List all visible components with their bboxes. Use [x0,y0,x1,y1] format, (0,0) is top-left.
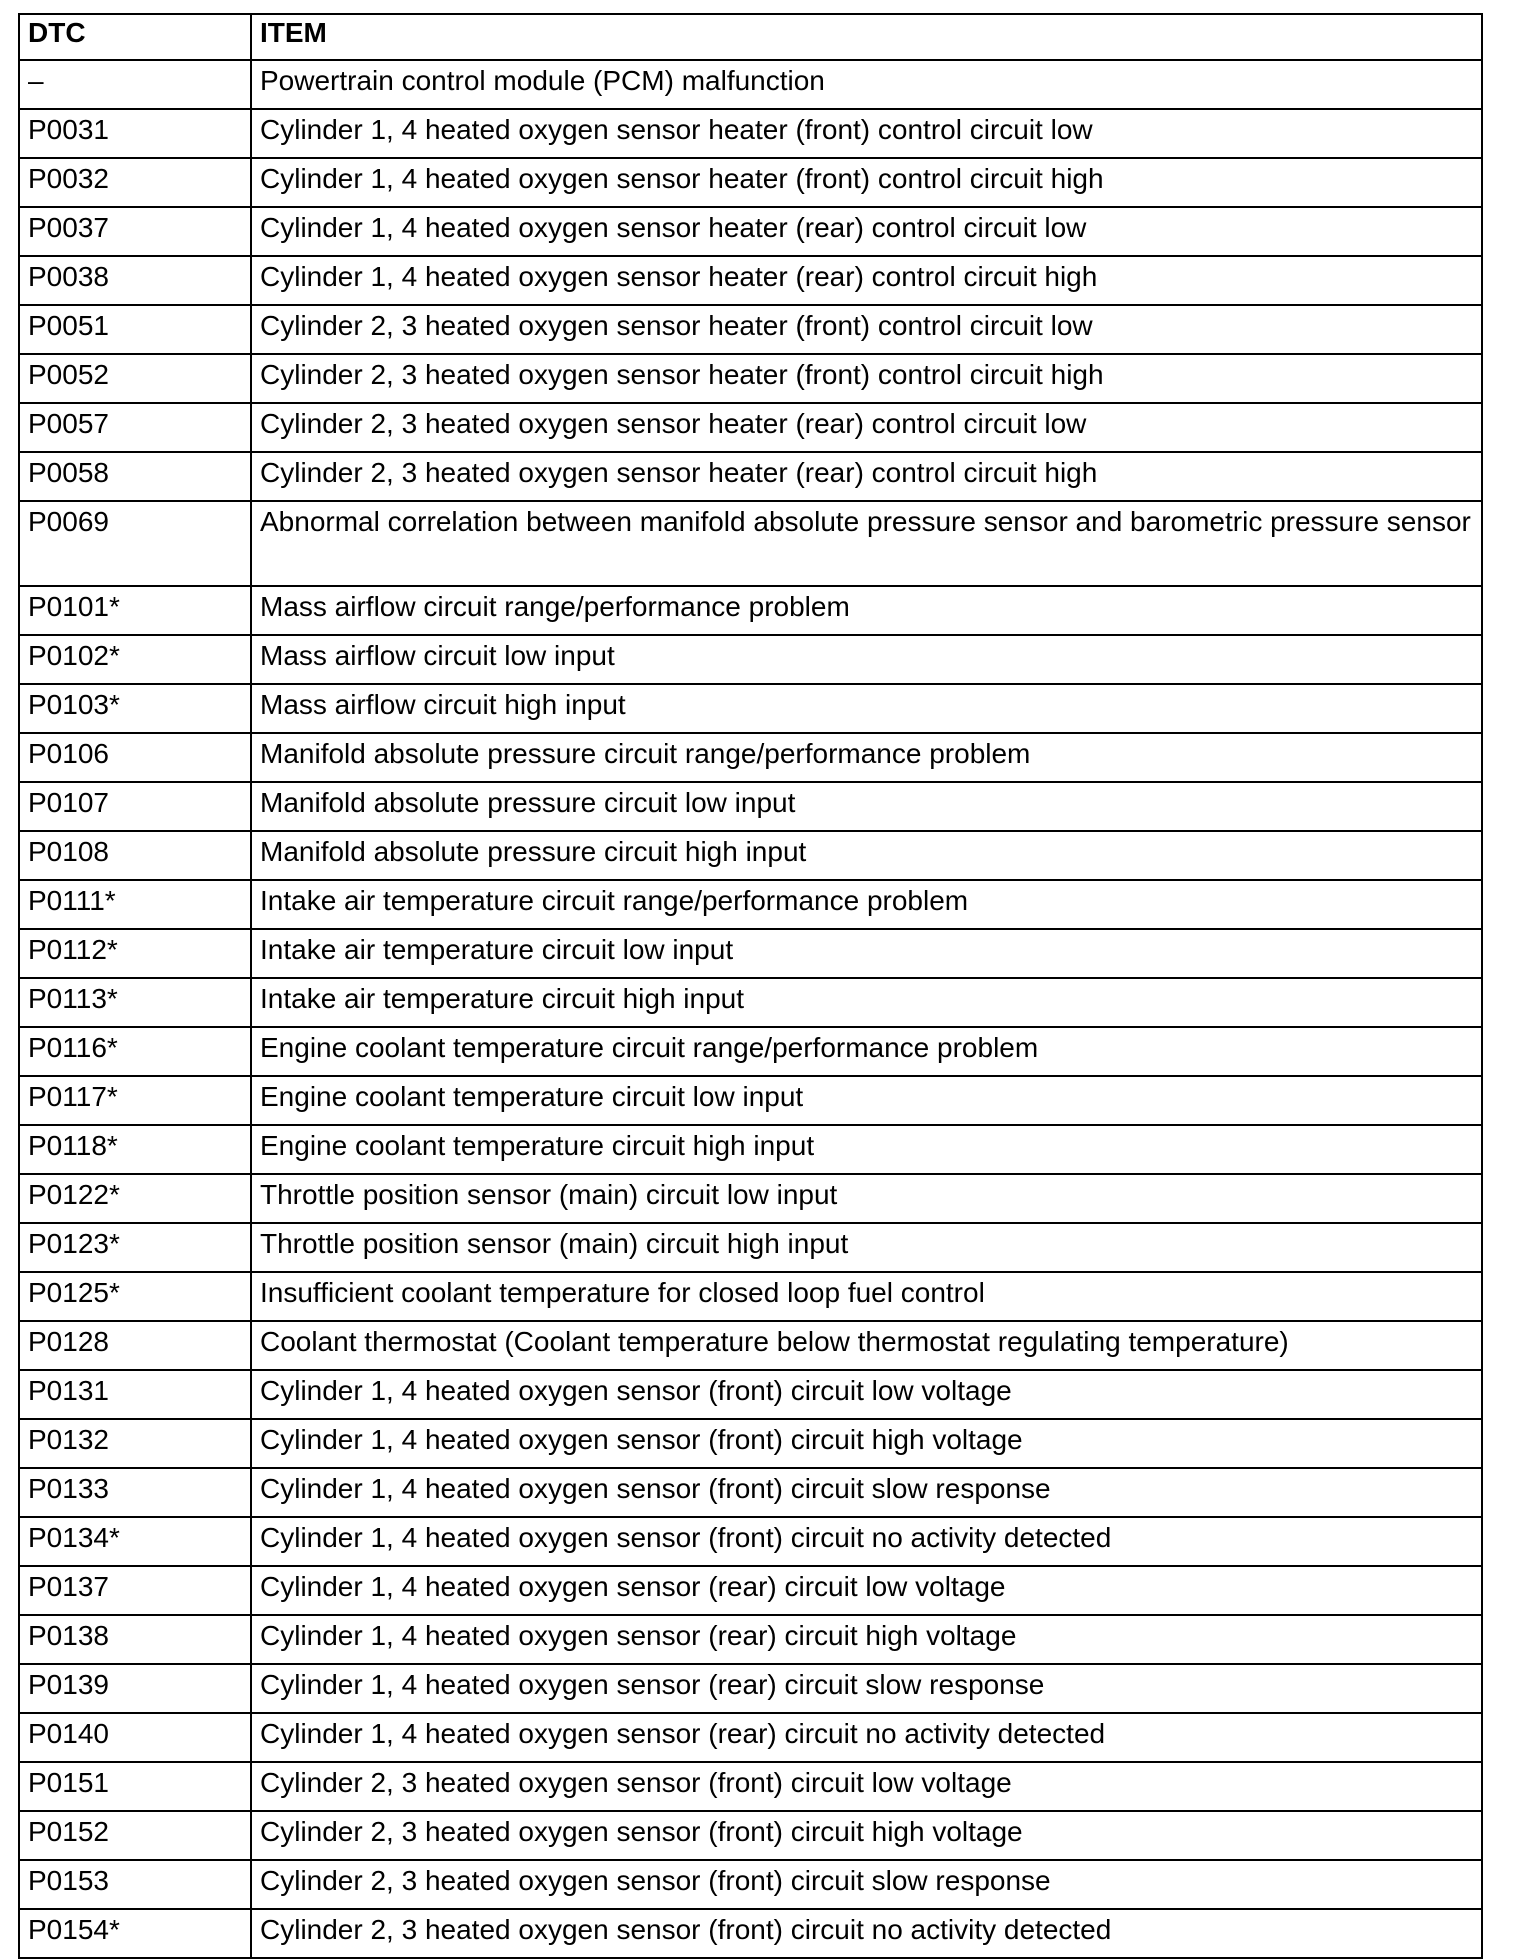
table-row [19,1517,1482,1566]
table-row [19,354,1482,403]
dtc-code: P0103* [19,684,251,733]
dtc-code: P0108 [19,831,251,880]
dtc-description: Cylinder 2, 3 heated oxygen sensor heater (front) control circuit low [251,305,1482,354]
dtc-code: P0123* [19,1223,251,1272]
dtc-code: P0125* [19,1272,251,1321]
dtc-description: Intake air temperature circuit range/performance problem [251,880,1482,929]
dtc-description: Engine coolant temperature circuit low input [251,1076,1482,1125]
table-body [19,60,1482,1958]
dtc-description: Cylinder 2, 3 heated oxygen sensor heater (front) control circuit high [251,354,1482,403]
table-row [19,1223,1482,1272]
dtc-description: Cylinder 1, 4 heated oxygen sensor heater (rear) control circuit low [251,207,1482,256]
dtc-code: P0038 [19,256,251,305]
table-row [19,1027,1482,1076]
dtc-description: Engine coolant temperature circuit range/performance problem [251,1027,1482,1076]
table-row [19,158,1482,207]
table-row [19,586,1482,635]
dtc-description: Cylinder 2, 3 heated oxygen sensor (front) circuit high voltage [251,1811,1482,1860]
table-row [19,733,1482,782]
dtc-description: Mass airflow circuit range/performance problem [251,586,1482,635]
table-row [19,1860,1482,1909]
dtc-description: Abnormal correlation between manifold absolute pressure sensor and barometric pressure sensor [251,501,1482,586]
dtc-code: P0138 [19,1615,251,1664]
dtc-description: Cylinder 1, 4 heated oxygen sensor heater (rear) control circuit high [251,256,1482,305]
table-row [19,452,1482,501]
table-row [19,60,1482,109]
dtc-code: P0057 [19,403,251,452]
dtc-code: P0031 [19,109,251,158]
table-row [19,880,1482,929]
dtc-description: Coolant thermostat (Coolant temperature below thermostat regulating temperature) [251,1321,1482,1370]
table-row [19,1272,1482,1321]
dtc-code: P0112* [19,929,251,978]
table-row [19,1076,1482,1125]
dtc-description: Powertrain control module (PCM) malfunction [251,60,1482,109]
table-row [19,501,1482,586]
dtc-code: P0051 [19,305,251,354]
dtc-code: P0122* [19,1174,251,1223]
dtc-description: Cylinder 1, 4 heated oxygen sensor (rear) circuit no activity detected [251,1713,1482,1762]
table-row [19,1762,1482,1811]
table-row [19,1566,1482,1615]
table-row [19,929,1482,978]
table-row [19,1909,1482,1958]
table-row [19,831,1482,880]
dtc-code: P0117* [19,1076,251,1125]
table-row [19,305,1482,354]
dtc-code: P0106 [19,733,251,782]
dtc-description: Intake air temperature circuit low input [251,929,1482,978]
dtc-description: Cylinder 1, 4 heated oxygen sensor (front) circuit low voltage [251,1370,1482,1419]
dtc-code: P0118* [19,1125,251,1174]
dtc-code: P0069 [19,501,251,586]
dtc-code: P0137 [19,1566,251,1615]
dtc-description: Mass airflow circuit low input [251,635,1482,684]
table-row [19,1321,1482,1370]
table-row [19,684,1482,733]
dtc-code: P0107 [19,782,251,831]
dtc-code: P0133 [19,1468,251,1517]
table-row [19,403,1482,452]
dtc-description: Cylinder 1, 4 heated oxygen sensor (rear) circuit high voltage [251,1615,1482,1664]
table-row [19,1713,1482,1762]
dtc-description: Cylinder 1, 4 heated oxygen sensor (front) circuit no activity detected [251,1517,1482,1566]
dtc-code: P0058 [19,452,251,501]
dtc-code: P0151 [19,1762,251,1811]
dtc-description: Cylinder 2, 3 heated oxygen sensor (front) circuit no activity detected [251,1909,1482,1958]
table-row [19,1174,1482,1223]
dtc-code: P0111* [19,880,251,929]
dtc-code: P0113* [19,978,251,1027]
dtc-description: Intake air temperature circuit high input [251,978,1482,1027]
dtc-description: Manifold absolute pressure circuit high input [251,831,1482,880]
table-row [19,978,1482,1027]
dtc-description: Cylinder 1, 4 heated oxygen sensor (rear) circuit low voltage [251,1566,1482,1615]
dtc-code: P0037 [19,207,251,256]
dtc-code: P0131 [19,1370,251,1419]
dtc-code: P0102* [19,635,251,684]
dtc-description: Throttle position sensor (main) circuit high input [251,1223,1482,1272]
table-row [19,256,1482,305]
dtc-table [18,13,1483,1959]
document-page [18,13,1483,1959]
dtc-code: P0132 [19,1419,251,1468]
dtc-code: P0116* [19,1027,251,1076]
table-row [19,1468,1482,1517]
dtc-code: P0101* [19,586,251,635]
dtc-description: Mass airflow circuit high input [251,684,1482,733]
dtc-description: Engine coolant temperature circuit high input [251,1125,1482,1174]
dtc-description: Cylinder 1, 4 heated oxygen sensor (front) circuit slow response [251,1468,1482,1517]
table-row [19,207,1482,256]
dtc-description: Manifold absolute pressure circuit range/performance problem [251,733,1482,782]
table-row [19,635,1482,684]
dtc-code: P0152 [19,1811,251,1860]
dtc-description: Cylinder 1, 4 heated oxygen sensor heater (front) control circuit high [251,158,1482,207]
dtc-code: P0154* [19,1909,251,1958]
dtc-code: P0134* [19,1517,251,1566]
dtc-description: Cylinder 2, 3 heated oxygen sensor (front) circuit low voltage [251,1762,1482,1811]
dtc-code: P0032 [19,158,251,207]
table-row [19,109,1482,158]
dtc-description: Cylinder 1, 4 heated oxygen sensor (front) circuit high voltage [251,1419,1482,1468]
dtc-column-header: DTC [19,14,251,60]
table-row [19,1811,1482,1860]
dtc-description: Throttle position sensor (main) circuit low input [251,1174,1482,1223]
table-row [19,1615,1482,1664]
table-row [19,1370,1482,1419]
dtc-description: Cylinder 2, 3 heated oxygen sensor (front) circuit slow response [251,1860,1482,1909]
dtc-code: P0140 [19,1713,251,1762]
dtc-code: P0153 [19,1860,251,1909]
dtc-description: Manifold absolute pressure circuit low input [251,782,1482,831]
table-row [19,1664,1482,1713]
dtc-description: Cylinder 2, 3 heated oxygen sensor heater (rear) control circuit low [251,403,1482,452]
dtc-code: P0139 [19,1664,251,1713]
table-row [19,1125,1482,1174]
dtc-description: Insufficient coolant temperature for closed loop fuel control [251,1272,1482,1321]
dtc-code: – [19,60,251,109]
dtc-code: P0128 [19,1321,251,1370]
item-column-header: ITEM [251,14,1482,60]
table-header-row [19,14,1482,60]
dtc-description: Cylinder 2, 3 heated oxygen sensor heater (rear) control circuit high [251,452,1482,501]
table-row [19,1419,1482,1468]
dtc-description: Cylinder 1, 4 heated oxygen sensor (rear) circuit slow response [251,1664,1482,1713]
dtc-code: P0052 [19,354,251,403]
dtc-description: Cylinder 1, 4 heated oxygen sensor heater (front) control circuit low [251,109,1482,158]
table-row [19,782,1482,831]
